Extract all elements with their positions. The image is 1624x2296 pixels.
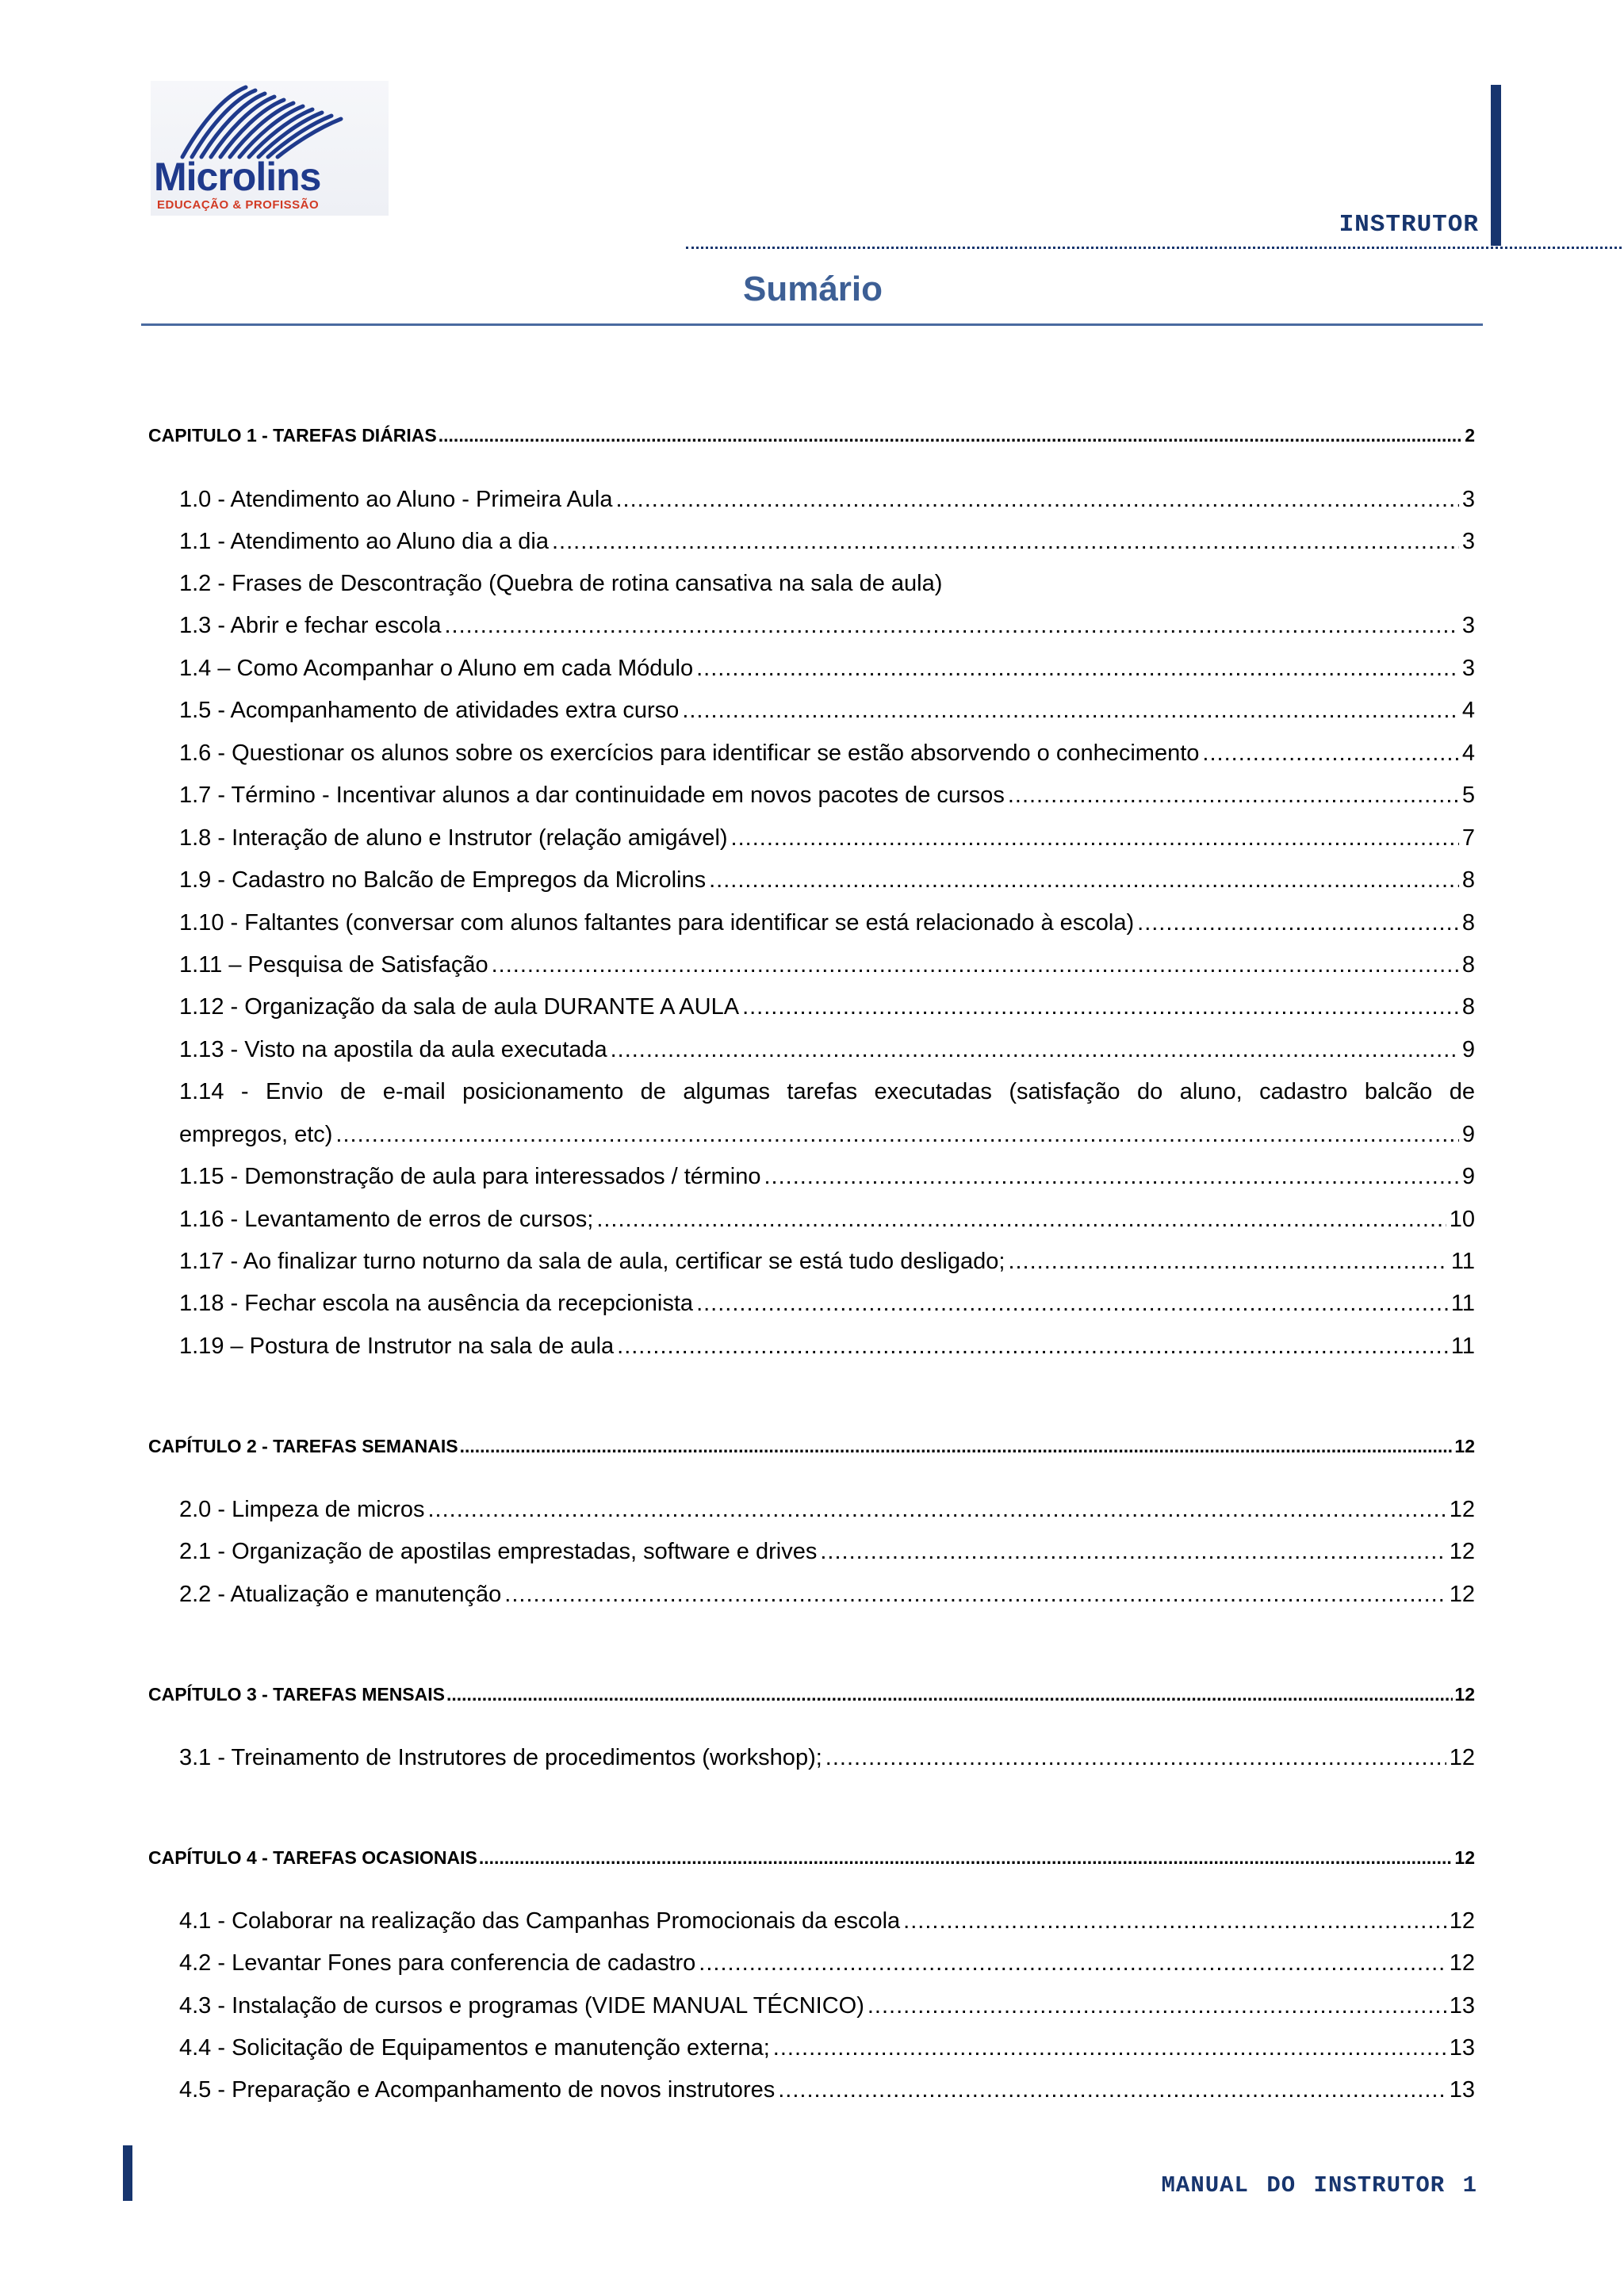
title-rule bbox=[141, 323, 1483, 326]
toc-entry-title: 1.14 - Envio de e-mail posicionamento de algumas tarefas executadas (satisfação do aluno, cadastro balcão de bbox=[179, 1079, 1475, 1104]
toc-page-number: 3 bbox=[1461, 529, 1475, 554]
toc-page-number: 10 bbox=[1449, 1207, 1475, 1232]
toc-entry-title: 1.0 - Atendimento ao Aluno - Primeira Aula bbox=[179, 487, 613, 512]
toc-entry[interactable] bbox=[179, 1497, 1475, 1523]
toc-dot-leader bbox=[1008, 783, 1459, 809]
toc-entry[interactable] bbox=[179, 656, 1475, 682]
toc-dot-leader bbox=[446, 1684, 1453, 1705]
toc-entry[interactable] bbox=[179, 1908, 1475, 1934]
toc-entry-title: 2.2 - Atualização e manutenção bbox=[179, 1582, 502, 1607]
toc-page-number: 13 bbox=[1449, 2077, 1475, 2103]
toc-page-number: 12 bbox=[1449, 1745, 1475, 1770]
toc-entry[interactable] bbox=[179, 1291, 1475, 1317]
toc-page-number: 12 bbox=[1449, 1950, 1475, 1976]
toc-page-number: 9 bbox=[1461, 1037, 1475, 1062]
toc-entry-title: 1.18 - Fechar escola na ausência da recepcionista bbox=[179, 1291, 694, 1316]
toc-entry[interactable] bbox=[179, 1037, 1475, 1063]
toc-entry[interactable] bbox=[179, 1249, 1475, 1275]
toc-entry-title: 1.5 - Acompanhamento de atividades extra curso bbox=[179, 698, 680, 723]
toc-dot-leader bbox=[611, 1037, 1459, 1063]
toc-page-number: 12 bbox=[1454, 1436, 1475, 1456]
footer-accent-bar bbox=[123, 2145, 132, 2201]
toc-entry[interactable] bbox=[179, 825, 1475, 851]
toc-entry-title: 1.17 - Ao finalizar turno noturno da sala de aula, certificar se está tudo desligado; bbox=[179, 1249, 1005, 1274]
toc-entry[interactable] bbox=[179, 1207, 1475, 1233]
toc-page-number: 5 bbox=[1461, 783, 1475, 808]
toc-page-number: 13 bbox=[1449, 2035, 1475, 2061]
toc-page-number: 12 bbox=[1449, 1539, 1475, 1564]
toc-entry[interactable] bbox=[179, 740, 1475, 767]
toc-dot-leader bbox=[617, 1334, 1448, 1360]
toc-dot-leader bbox=[731, 825, 1459, 851]
toc-entry-title: 4.4 - Solicitação de Equipamentos e manutenção externa; bbox=[179, 2035, 770, 2061]
toc-entry-title: 1.8 - Interação de aluno e Instrutor (relação amigável) bbox=[179, 825, 728, 851]
toc-entry-title: 1.9 - Cadastro no Balcão de Empregos da Microlins bbox=[179, 867, 707, 893]
toc-entry[interactable] bbox=[179, 1122, 1475, 1148]
toc-dot-leader bbox=[764, 1164, 1458, 1190]
toc-entry-title: 1.4 – Como Acompanhar o Aluno em cada Módulo bbox=[179, 656, 694, 681]
toc-entry-title: 2.1 - Organização de apostilas emprestadas, software e drives bbox=[179, 1539, 818, 1564]
toc-entry-title: 2.0 - Limpeza de micros bbox=[179, 1497, 425, 1522]
toc-page-number: 12 bbox=[1454, 1847, 1475, 1868]
toc-entry[interactable] bbox=[179, 2035, 1475, 2061]
toc-page-number: 9 bbox=[1461, 1164, 1475, 1189]
toc-dot-leader bbox=[696, 1291, 1448, 1317]
toc-dot-leader bbox=[742, 994, 1459, 1020]
toc-page-number: 8 bbox=[1461, 952, 1475, 978]
toc-page-number: 2 bbox=[1465, 425, 1475, 446]
toc-dot-leader bbox=[709, 867, 1459, 894]
toc-page-number: 12 bbox=[1449, 1908, 1475, 1934]
header-dotted-rule bbox=[686, 247, 1622, 249]
toc-page-number: 8 bbox=[1461, 994, 1475, 1020]
toc-chapter[interactable] bbox=[148, 1436, 1475, 1457]
toc-entry-title: 3.1 - Treinamento de Instrutores de procedimentos (workshop); bbox=[179, 1745, 822, 1770]
toc-entry-title: 4.5 - Preparação e Acompanhamento de novos instrutores bbox=[179, 2077, 776, 2103]
toc-page-number: 8 bbox=[1461, 910, 1475, 936]
toc-dot-leader bbox=[552, 529, 1459, 555]
toc-entry[interactable] bbox=[179, 487, 1475, 513]
toc-page-number: 4 bbox=[1461, 698, 1475, 723]
toc-entry[interactable] bbox=[179, 1334, 1475, 1360]
logo-tagline: EDUCAÇÃO & PROFISSÃO bbox=[157, 198, 320, 212]
toc-entry-title: 1.3 - Abrir e fechar escola bbox=[179, 613, 442, 638]
toc-page-number: 4 bbox=[1461, 740, 1475, 766]
toc-dot-leader bbox=[460, 1436, 1454, 1457]
toc-dot-leader bbox=[903, 1908, 1446, 1934]
toc-entry[interactable] bbox=[179, 1582, 1475, 1608]
toc-entry-title: 4.3 - Instalação de cursos e programas (VIDE MANUAL TÉCNICO) bbox=[179, 1993, 864, 2019]
toc-entry-title: CAPÍTULO 4 - TAREFAS OCASIONAIS bbox=[148, 1847, 477, 1868]
toc-entry-title: 1.12 - Organização da sala de aula DURANTE A AULA bbox=[179, 994, 740, 1020]
toc-entry[interactable] bbox=[179, 1745, 1475, 1771]
toc-chapter[interactable] bbox=[148, 1684, 1475, 1705]
footer-label: MANUAL DO INSTRUTOR bbox=[1161, 2172, 1446, 2198]
toc-dot-leader bbox=[1202, 740, 1458, 767]
toc-entry-title: 1.7 - Término - Incentivar alunos a dar continuidade em novos pacotes de cursos bbox=[179, 783, 1005, 808]
toc-page-number: 12 bbox=[1454, 1684, 1475, 1705]
toc-chapter[interactable] bbox=[148, 425, 1475, 446]
toc-entry[interactable] bbox=[179, 1079, 1475, 1105]
footer-page-number: 1 bbox=[1462, 2172, 1477, 2198]
toc-entry-title: 1.16 - Levantamento de erros de cursos; bbox=[179, 1207, 594, 1232]
toc-entry[interactable] bbox=[179, 1164, 1475, 1190]
toc-page-number: 12 bbox=[1449, 1582, 1475, 1607]
microlins-logo bbox=[151, 81, 389, 216]
toc-entry-title: 1.11 – Pesquisa de Satisfação bbox=[179, 952, 488, 978]
toc-dot-leader bbox=[335, 1122, 1458, 1148]
header-label: INSTRUTOR bbox=[1339, 211, 1479, 239]
toc-page-number: 7 bbox=[1461, 825, 1475, 851]
toc-dot-leader bbox=[825, 1745, 1446, 1771]
toc-entry-title: CAPITULO 1 - TAREFAS DIÁRIAS bbox=[148, 425, 437, 446]
toc-entry[interactable] bbox=[179, 783, 1475, 809]
toc-dot-leader bbox=[868, 1993, 1446, 2019]
toc-page-number: 12 bbox=[1449, 1497, 1475, 1522]
footer bbox=[1162, 2172, 1477, 2198]
logo-brand-text: Microlins bbox=[154, 155, 321, 199]
toc-chapter[interactable] bbox=[148, 1847, 1475, 1869]
toc-dot-leader bbox=[778, 2077, 1446, 2103]
toc-dot-leader bbox=[492, 952, 1459, 978]
toc-entry-title: 4.1 - Colaborar na realização das Campanhas Promocionais da escola bbox=[179, 1908, 901, 1934]
toc-entry[interactable] bbox=[179, 952, 1475, 978]
toc-page-number: 9 bbox=[1461, 1122, 1475, 1147]
toc-entry-title: 1.1 - Atendimento ao Aluno dia a dia bbox=[179, 529, 549, 554]
toc-page-number: 11 bbox=[1450, 1334, 1475, 1359]
toc-entry[interactable] bbox=[179, 994, 1475, 1020]
toc-entry[interactable] bbox=[179, 698, 1475, 724]
toc-dot-leader bbox=[1008, 1249, 1447, 1275]
toc-entry-title: CAPÍTULO 3 - TAREFAS MENSAIS bbox=[148, 1684, 445, 1705]
toc-entry-title: 1.6 - Questionar os alunos sobre os exercícios para identificar se estão absorvendo o conhecimento bbox=[179, 740, 1200, 766]
toc-entry[interactable] bbox=[179, 1950, 1475, 1976]
toc-entry[interactable] bbox=[179, 529, 1475, 555]
header-accent-bar bbox=[1491, 85, 1501, 246]
toc-entry[interactable] bbox=[179, 910, 1475, 936]
toc-entry-title: 4.2 - Levantar Fones para conferencia de cadastro bbox=[179, 1950, 696, 1976]
toc-page-number: 3 bbox=[1461, 656, 1475, 681]
toc-page-number: 11 bbox=[1450, 1249, 1475, 1274]
toc-dot-leader bbox=[439, 425, 1463, 446]
toc-dot-leader bbox=[682, 698, 1459, 724]
toc-page-number: 11 bbox=[1450, 1291, 1475, 1316]
toc-entry-title: CAPÍTULO 2 - TAREFAS SEMANAIS bbox=[148, 1436, 458, 1456]
toc-dot-leader bbox=[696, 656, 1459, 682]
toc-entry-title: 1.2 - Frases de Descontração (Quebra de rotina cansativa na sala de aula) bbox=[179, 571, 943, 596]
toc-entry[interactable] bbox=[179, 1993, 1475, 2019]
page-title: Sumário bbox=[742, 270, 883, 308]
toc-entry-title: 1.19 – Postura de Instrutor na sala de aula bbox=[179, 1334, 615, 1359]
toc-dot-leader bbox=[820, 1539, 1446, 1565]
toc-entry[interactable] bbox=[179, 867, 1475, 894]
toc-page-number: 3 bbox=[1461, 613, 1475, 638]
logo-swoosh-icon bbox=[151, 81, 389, 160]
toc-page-number: 13 bbox=[1449, 1993, 1475, 2019]
toc-dot-leader bbox=[596, 1207, 1446, 1233]
toc-dot-leader bbox=[1137, 910, 1459, 936]
toc-entry-title: empregos, etc) bbox=[179, 1122, 333, 1147]
toc-dot-leader bbox=[615, 487, 1458, 513]
toc-entry[interactable] bbox=[179, 571, 1475, 597]
toc-dot-leader bbox=[427, 1497, 1446, 1523]
toc-entry-title: 1.15 - Demonstração de aula para interessados / término bbox=[179, 1164, 761, 1189]
toc-dot-leader bbox=[504, 1582, 1446, 1608]
toc-dot-leader bbox=[479, 1847, 1454, 1869]
toc-entry-title: 1.13 - Visto na apostila da aula executada bbox=[179, 1037, 607, 1062]
toc-dot-leader bbox=[699, 1950, 1446, 1976]
toc-dot-leader bbox=[773, 2035, 1446, 2061]
toc-entry[interactable] bbox=[179, 1539, 1475, 1565]
toc-page-number: 3 bbox=[1461, 487, 1475, 512]
toc-page-number: 8 bbox=[1461, 867, 1475, 893]
toc-dot-leader bbox=[444, 613, 1458, 639]
toc-entry[interactable] bbox=[179, 613, 1475, 639]
toc-entry-title: 1.10 - Faltantes (conversar com alunos faltantes para identificar se está relacionado à escola) bbox=[179, 910, 1135, 936]
toc-entry[interactable] bbox=[179, 2077, 1475, 2103]
